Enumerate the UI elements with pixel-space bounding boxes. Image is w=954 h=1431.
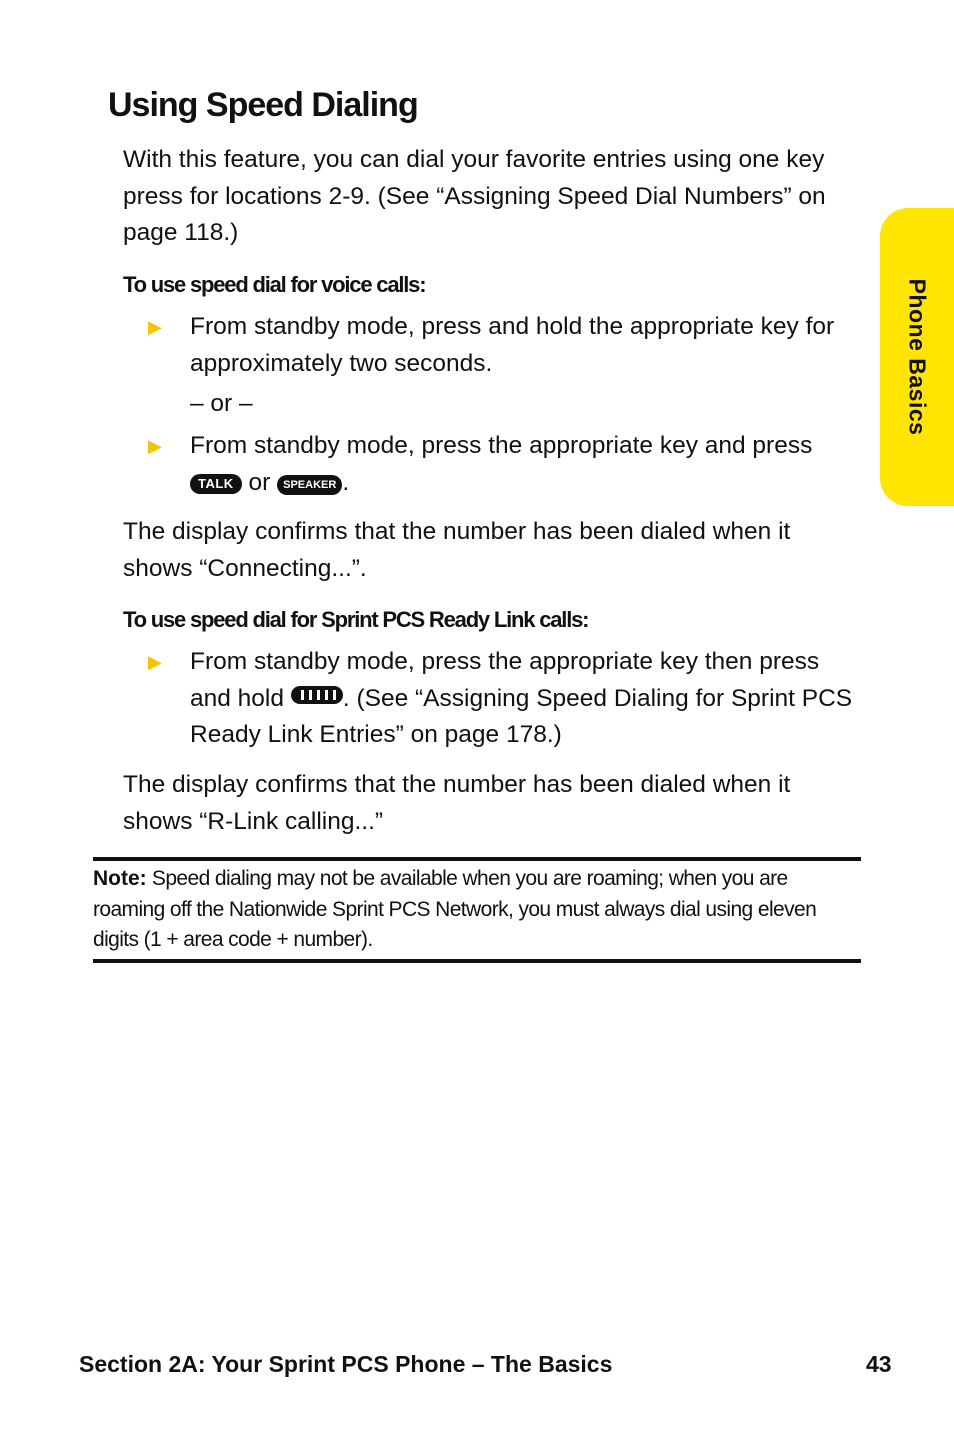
note-label: Note: bbox=[93, 867, 147, 890]
voice-bullet-2-end: . bbox=[342, 468, 350, 496]
voice-confirm-paragraph: The display confirms that the number has been dialed when it shows “Connecting...”. bbox=[123, 518, 791, 582]
note-box bbox=[93, 857, 861, 963]
footer-section-title: Section 2A: Your Sprint PCS Phone – The Basics bbox=[79, 1351, 613, 1377]
side-tab bbox=[880, 208, 954, 506]
voice-bullet-2-or: or bbox=[248, 468, 271, 496]
page-title: Using Speed Dialing bbox=[108, 86, 418, 124]
note-body: Speed dialing may not be available when you are roaming; when you are roaming off the Nationwide Sprint PCS Network, you must always dial using eleven digits (1 + area code + number). bbox=[93, 867, 817, 951]
intro-paragraph: With this feature, you can dial your favorite entries using one key press for locations 2-9. (See “Assigning Speed Dial Numbers” on page 118.) bbox=[123, 146, 826, 246]
voice-calls-heading: To use speed dial for voice calls: bbox=[123, 272, 426, 297]
voice-bullet-2-before: From standby mode, press the appropriate key and press bbox=[190, 432, 813, 459]
note-text bbox=[93, 864, 861, 956]
side-tab-label: Phone Basics bbox=[904, 278, 931, 436]
bullet-arrow-icon: ▶ bbox=[148, 317, 162, 337]
ready-link-heading: To use speed dial for Sprint PCS Ready Link calls: bbox=[123, 607, 589, 632]
voice-bullet-2-text bbox=[190, 428, 863, 501]
speaker-key-icon: SPEAKER bbox=[277, 475, 342, 495]
or-separator: – or – bbox=[190, 390, 253, 417]
voice-bullet-1 bbox=[148, 309, 863, 382]
voice-bullet-2 bbox=[148, 428, 863, 501]
ready-link-bullet-before: From standby mode, press the appropriate key then press and hold bbox=[190, 648, 820, 712]
ptt-key-icon bbox=[291, 686, 343, 704]
bullet-arrow-icon: ▶ bbox=[148, 436, 162, 456]
talk-key-icon: TALK bbox=[190, 474, 242, 494]
voice-bullet-1-text: From standby mode, press and hold the appropriate key for approximately two seconds. bbox=[190, 313, 835, 377]
ready-link-confirm-paragraph: The display confirms that the number has been dialed when it shows “R-Link calling...” bbox=[123, 771, 791, 835]
ready-link-bullet bbox=[148, 644, 863, 754]
bullet-arrow-icon: ▶ bbox=[148, 652, 162, 672]
footer-page-number: 43 bbox=[866, 1351, 892, 1377]
ready-link-bullet-text bbox=[190, 644, 863, 754]
ready-link-bullet-after: . (See “Assigning Speed Dialing for Sprint PCS Ready Link Entries” on page 178.) bbox=[190, 684, 853, 748]
